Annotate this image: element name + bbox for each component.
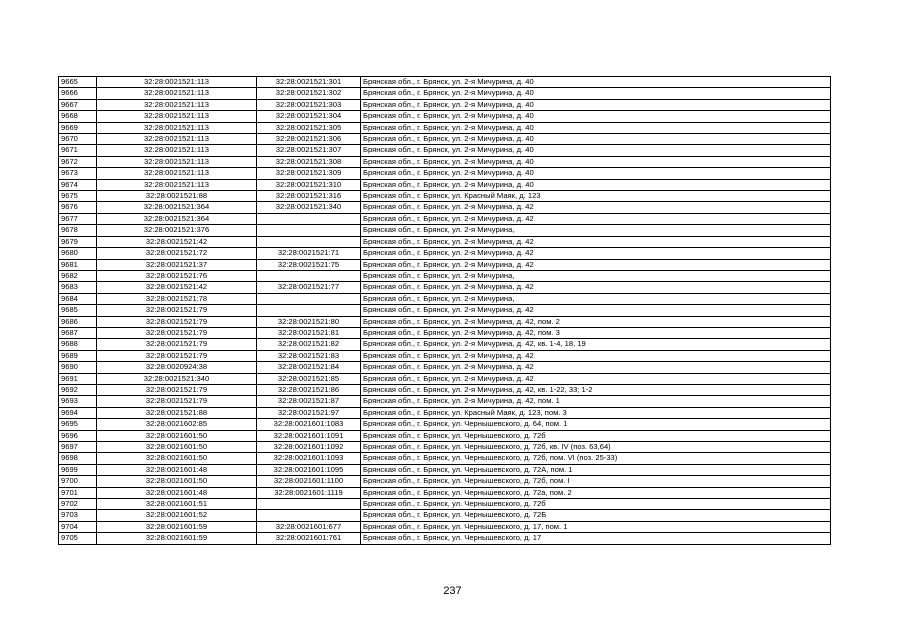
table-row: [59, 521, 831, 532]
cell-row-number: 9668: [59, 111, 97, 122]
table-row: [59, 362, 831, 373]
cell-address: Брянская обл., г. Брянск, ул. 2-я Мичурина, д. 40: [361, 156, 831, 167]
cell-parent-cadastral-number: 32:28:0021601:48: [97, 464, 257, 475]
cell-cadastral-number: 32:28:0021521:83: [257, 350, 361, 361]
table-row: [59, 373, 831, 384]
cell-address: Брянская обл., г. Брянск, ул. 2-я Мичурина, д. 42, пом. 2: [361, 316, 831, 327]
cell-cadastral-number: 32:28:0021521:308: [257, 156, 361, 167]
table-row: [59, 316, 831, 327]
table-row: [59, 77, 831, 88]
cell-row-number: 9686: [59, 316, 97, 327]
cell-cadastral-number: 32:28:0021521:75: [257, 259, 361, 270]
cell-parent-cadastral-number: 32:28:0021521:79: [97, 396, 257, 407]
cell-parent-cadastral-number: 32:28:0021602:85: [97, 419, 257, 430]
cell-parent-cadastral-number: 32:28:0021521:113: [97, 145, 257, 156]
cell-address: Брянская обл., г. Брянск, ул. 2-я Мичурина, д. 42: [361, 259, 831, 270]
cell-cadastral-number: 32:28:0021601:761: [257, 533, 361, 544]
cell-address: Брянская обл., г. Брянск, ул. 2-я Мичурина, д. 42: [361, 248, 831, 259]
cell-parent-cadastral-number: 32:28:0021601:50: [97, 476, 257, 487]
table-row: [59, 225, 831, 236]
table-row: [59, 499, 831, 510]
cell-parent-cadastral-number: 32:28:0021601:59: [97, 521, 257, 532]
table-row: [59, 248, 831, 259]
cell-row-number: 9696: [59, 430, 97, 441]
table-row: [59, 384, 831, 395]
cell-cadastral-number: 32:28:0021601:1093: [257, 453, 361, 464]
cell-cadastral-number: 32:28:0021521:316: [257, 191, 361, 202]
cell-parent-cadastral-number: 32:28:0021521:364: [97, 202, 257, 213]
cell-row-number: 9700: [59, 476, 97, 487]
cell-address: Брянская обл., г. Брянск, ул. Чернышевского, д. 72б, пом. VI (поз. 25-33): [361, 453, 831, 464]
register-table-body: [59, 77, 831, 545]
cell-row-number: 9679: [59, 236, 97, 247]
cell-cadastral-number: 32:28:0021521:71: [257, 248, 361, 259]
cell-parent-cadastral-number: 32:28:0021521:364: [97, 213, 257, 224]
page-number: 237: [443, 585, 462, 597]
cell-cadastral-number: [257, 510, 361, 521]
cell-row-number: 9685: [59, 305, 97, 316]
cell-parent-cadastral-number: 32:28:0021601:51: [97, 499, 257, 510]
cell-parent-cadastral-number: 32:28:0021601:50: [97, 442, 257, 453]
cell-row-number: 9676: [59, 202, 97, 213]
cell-cadastral-number: 32:28:0021521:309: [257, 168, 361, 179]
cell-cadastral-number: 32:28:0021521:310: [257, 179, 361, 190]
cell-address: Брянская обл., г. Брянск, ул. 2-я Мичурина,: [361, 270, 831, 281]
cell-row-number: 9690: [59, 362, 97, 373]
table-row: [59, 202, 831, 213]
table-row: [59, 156, 831, 167]
cell-cadastral-number: 32:28:0021521:303: [257, 99, 361, 110]
cell-address: Брянская обл., г. Брянск, ул. Чернышевского, д. 72А, пом. 1: [361, 464, 831, 475]
table-row: [59, 487, 831, 498]
cell-address: Брянская обл., г. Брянск, ул. 2-я Мичурина, д. 42: [361, 213, 831, 224]
cell-row-number: 9665: [59, 77, 97, 88]
cell-cadastral-number: 32:28:0021521:340: [257, 202, 361, 213]
cell-row-number: 9688: [59, 339, 97, 350]
table-row: [59, 134, 831, 145]
cell-row-number: 9677: [59, 213, 97, 224]
cell-cadastral-number: 32:28:0021521:305: [257, 122, 361, 133]
cell-parent-cadastral-number: 32:28:0021521:113: [97, 88, 257, 99]
cell-address: Брянская обл., г. Брянск, ул. 2-я Мичурина, д. 42, кв. 1-22, 33; 1-2: [361, 384, 831, 395]
cell-address: Брянская обл., г. Брянск, ул. 2-я Мичурина, д. 42, пом. 3: [361, 327, 831, 338]
cell-cadastral-number: [257, 499, 361, 510]
cell-cadastral-number: 32:28:0021521:87: [257, 396, 361, 407]
cell-row-number: 9682: [59, 270, 97, 281]
cell-address: Брянская обл., г. Брянск, ул. 2-я Мичурина, д. 40: [361, 179, 831, 190]
cell-address: Брянская обл., г. Брянск, ул. 2-я Мичурина, д. 42, кв. 1-4, 18, 19: [361, 339, 831, 350]
cell-row-number: 9672: [59, 156, 97, 167]
table-row: [59, 430, 831, 441]
cell-parent-cadastral-number: 32:28:0021521:79: [97, 327, 257, 338]
cell-parent-cadastral-number: 32:28:0021521:113: [97, 122, 257, 133]
cell-parent-cadastral-number: 32:28:0021521:88: [97, 407, 257, 418]
table-row: [59, 259, 831, 270]
table-row: [59, 464, 831, 475]
cell-cadastral-number: 32:28:0021601:1119: [257, 487, 361, 498]
table-row: [59, 350, 831, 361]
table-row: [59, 236, 831, 247]
cell-row-number: 9702: [59, 499, 97, 510]
cell-parent-cadastral-number: 32:28:0021521:79: [97, 384, 257, 395]
cell-parent-cadastral-number: 32:28:0021521:72: [97, 248, 257, 259]
cell-parent-cadastral-number: 32:28:0021521:79: [97, 316, 257, 327]
cell-cadastral-number: 32:28:0021521:82: [257, 339, 361, 350]
cell-cadastral-number: 32:28:0021601:1091: [257, 430, 361, 441]
cell-address: Брянская обл., г. Брянск, ул. 2-я Мичурина, д. 40: [361, 134, 831, 145]
cell-cadastral-number: 32:28:0021521:84: [257, 362, 361, 373]
cell-parent-cadastral-number: 32:28:0021521:340: [97, 373, 257, 384]
cell-address: Брянская обл., г. Брянск, ул. 2-я Мичурина, д. 42: [361, 373, 831, 384]
cell-address: Брянская обл., г. Брянск, ул. Красный Маяк, д. 123: [361, 191, 831, 202]
table-row: [59, 396, 831, 407]
cell-row-number: 9701: [59, 487, 97, 498]
cell-cadastral-number: 32:28:0021521:86: [257, 384, 361, 395]
cell-row-number: 9698: [59, 453, 97, 464]
cell-row-number: 9666: [59, 88, 97, 99]
cell-address: Брянская обл., г. Брянск, ул. Чернышевского, д. 72б: [361, 430, 831, 441]
cell-parent-cadastral-number: 32:28:0021521:376: [97, 225, 257, 236]
cell-row-number: 9703: [59, 510, 97, 521]
cell-parent-cadastral-number: 32:28:0021521:113: [97, 77, 257, 88]
cell-cadastral-number: 32:28:0021521:85: [257, 373, 361, 384]
cell-cadastral-number: [257, 270, 361, 281]
cell-cadastral-number: 32:28:0021521:301: [257, 77, 361, 88]
table-row: [59, 145, 831, 156]
cell-address: Брянская обл., г. Брянск, ул. Чернышевского, д. 72б, пом. I: [361, 476, 831, 487]
cell-parent-cadastral-number: 32:28:0021601:50: [97, 453, 257, 464]
cell-parent-cadastral-number: 32:28:0021521:79: [97, 305, 257, 316]
register-table: [58, 76, 831, 545]
cell-address: Брянская обл., г. Брянск, ул. Чернышевского, д. 72б, кв. IV (поз. 63,64): [361, 442, 831, 453]
cell-address: Брянская обл., г. Брянск, ул. Красный Маяк, д. 123, пом. 3: [361, 407, 831, 418]
cell-address: Брянская обл., г. Брянск, ул. 2-я Мичурина, д. 40: [361, 88, 831, 99]
cell-row-number: 9699: [59, 464, 97, 475]
table-row: [59, 305, 831, 316]
cell-parent-cadastral-number: 32:28:0021521:79: [97, 339, 257, 350]
cell-address: Брянская обл., г. Брянск, ул. 2-я Мичурина, д. 42, пом. 1: [361, 396, 831, 407]
table-row: [59, 122, 831, 133]
cell-cadastral-number: 32:28:0021521:80: [257, 316, 361, 327]
cell-parent-cadastral-number: 32:28:0021521:79: [97, 350, 257, 361]
cell-address: Брянская обл., г. Брянск, ул. 2-я Мичурина, д. 40: [361, 122, 831, 133]
cell-address: Брянская обл., г. Брянск, ул. 2-я Мичурина, д. 42: [361, 362, 831, 373]
table-row: [59, 293, 831, 304]
cell-cadastral-number: 32:28:0021521:77: [257, 282, 361, 293]
cell-parent-cadastral-number: 32:28:0021521:76: [97, 270, 257, 281]
cell-cadastral-number: 32:28:0021521:97: [257, 407, 361, 418]
cell-parent-cadastral-number: 32:28:0021601:48: [97, 487, 257, 498]
cell-cadastral-number: 32:28:0021601:1095: [257, 464, 361, 475]
cell-cadastral-number: [257, 213, 361, 224]
table-row: [59, 179, 831, 190]
cell-row-number: 9673: [59, 168, 97, 179]
cell-address: Брянская обл., г. Брянск, ул. Чернышевского, д. 17, пом. 1: [361, 521, 831, 532]
table-row: [59, 476, 831, 487]
cell-row-number: 9683: [59, 282, 97, 293]
cell-parent-cadastral-number: 32:28:0021521:113: [97, 156, 257, 167]
table-row: [59, 213, 831, 224]
cell-row-number: 9693: [59, 396, 97, 407]
cell-row-number: 9674: [59, 179, 97, 190]
cell-cadastral-number: 32:28:0021521:307: [257, 145, 361, 156]
table-row: [59, 339, 831, 350]
cell-cadastral-number: [257, 305, 361, 316]
cell-address: Брянская обл., г. Брянск, ул. 2-я Мичурина, д. 40: [361, 168, 831, 179]
table-row: [59, 168, 831, 179]
cell-cadastral-number: [257, 236, 361, 247]
cell-parent-cadastral-number: 32:28:0021521:42: [97, 282, 257, 293]
cell-row-number: 9680: [59, 248, 97, 259]
table-row: [59, 282, 831, 293]
table-row: [59, 407, 831, 418]
cell-row-number: 9705: [59, 533, 97, 544]
cell-parent-cadastral-number: 32:28:0021601:52: [97, 510, 257, 521]
cell-cadastral-number: 32:28:0021601:1083: [257, 419, 361, 430]
cell-row-number: 9684: [59, 293, 97, 304]
cell-cadastral-number: 32:28:0021601:1100: [257, 476, 361, 487]
table-row: [59, 327, 831, 338]
table-row: [59, 99, 831, 110]
table-row: [59, 111, 831, 122]
cell-parent-cadastral-number: 32:28:0021521:113: [97, 99, 257, 110]
cell-address: Брянская обл., г. Брянск, ул. 2-я Мичурина,: [361, 225, 831, 236]
table-row: [59, 270, 831, 281]
cell-row-number: 9667: [59, 99, 97, 110]
cell-row-number: 9671: [59, 145, 97, 156]
cell-address: Брянская обл., г. Брянск, ул. 2-я Мичурина,: [361, 293, 831, 304]
cell-row-number: 9691: [59, 373, 97, 384]
cell-address: Брянская обл., г. Брянск, ул. 2-я Мичурина, д. 42: [361, 282, 831, 293]
cell-address: Брянская обл., г. Брянск, ул. 2-я Мичурина, д. 40: [361, 111, 831, 122]
cell-parent-cadastral-number: 32:28:0021601:50: [97, 430, 257, 441]
cell-row-number: 9697: [59, 442, 97, 453]
cell-row-number: 9689: [59, 350, 97, 361]
cell-address: Брянская обл., г. Брянск, ул. 2-я Мичурина, д. 40: [361, 145, 831, 156]
cell-cadastral-number: [257, 293, 361, 304]
cell-row-number: 9669: [59, 122, 97, 133]
cell-row-number: 9687: [59, 327, 97, 338]
cell-row-number: 9681: [59, 259, 97, 270]
cell-parent-cadastral-number: 32:28:0021521:113: [97, 134, 257, 145]
cell-parent-cadastral-number: 32:28:0020924:38: [97, 362, 257, 373]
cell-cadastral-number: 32:28:0021601:1092: [257, 442, 361, 453]
cell-row-number: 9694: [59, 407, 97, 418]
table-row: [59, 191, 831, 202]
cell-parent-cadastral-number: 32:28:0021601:59: [97, 533, 257, 544]
cell-parent-cadastral-number: 32:28:0021521:37: [97, 259, 257, 270]
cell-cadastral-number: 32:28:0021521:81: [257, 327, 361, 338]
cell-address: Брянская обл., г. Брянск, ул. Чернышевского, д. 17: [361, 533, 831, 544]
cell-address: Брянская обл., г. Брянск, ул. 2-я Мичурина, д. 40: [361, 99, 831, 110]
cell-cadastral-number: 32:28:0021521:304: [257, 111, 361, 122]
cell-address: Брянская обл., г. Брянск, ул. 2-я Мичурина, д. 40: [361, 77, 831, 88]
cell-address: Брянская обл., г. Брянск, ул. 2-я Мичурина, д. 42: [361, 236, 831, 247]
table-row: [59, 453, 831, 464]
cell-parent-cadastral-number: 32:28:0021521:113: [97, 168, 257, 179]
table-row: [59, 88, 831, 99]
table-row: [59, 510, 831, 521]
cell-address: Брянская обл., г. Брянск, ул. Чернышевского, д. 64, пом. 1: [361, 419, 831, 430]
table-row: [59, 419, 831, 430]
table-row: [59, 533, 831, 544]
table-row: [59, 442, 831, 453]
cell-address: Брянская обл., г. Брянск, ул. 2-я Мичурина, д. 42: [361, 202, 831, 213]
cell-address: Брянская обл., г. Брянск, ул. Чернышевского, д. 72а, пом. 2: [361, 487, 831, 498]
cell-address: Брянская обл., г. Брянск, ул. Чернышевского, д. 72б: [361, 499, 831, 510]
cell-cadastral-number: 32:28:0021521:306: [257, 134, 361, 145]
cell-row-number: 9675: [59, 191, 97, 202]
cell-row-number: 9692: [59, 384, 97, 395]
cell-cadastral-number: 32:28:0021601:677: [257, 521, 361, 532]
cell-row-number: 9678: [59, 225, 97, 236]
cell-row-number: 9695: [59, 419, 97, 430]
cell-cadastral-number: [257, 225, 361, 236]
cell-address: Брянская обл., г. Брянск, ул. Чернышевского, д. 72Б: [361, 510, 831, 521]
cell-row-number: 9704: [59, 521, 97, 532]
cell-parent-cadastral-number: 32:28:0021521:113: [97, 179, 257, 190]
cell-address: Брянская обл., г. Брянск, ул. 2-я Мичурина, д. 42: [361, 350, 831, 361]
cell-parent-cadastral-number: 32:28:0021521:88: [97, 191, 257, 202]
cell-parent-cadastral-number: 32:28:0021521:42: [97, 236, 257, 247]
cell-address: Брянская обл., г. Брянск, ул. 2-я Мичурина, д. 42: [361, 305, 831, 316]
cell-parent-cadastral-number: 32:28:0021521:113: [97, 111, 257, 122]
cell-cadastral-number: 32:28:0021521:302: [257, 88, 361, 99]
cell-parent-cadastral-number: 32:28:0021521:78: [97, 293, 257, 304]
cell-row-number: 9670: [59, 134, 97, 145]
